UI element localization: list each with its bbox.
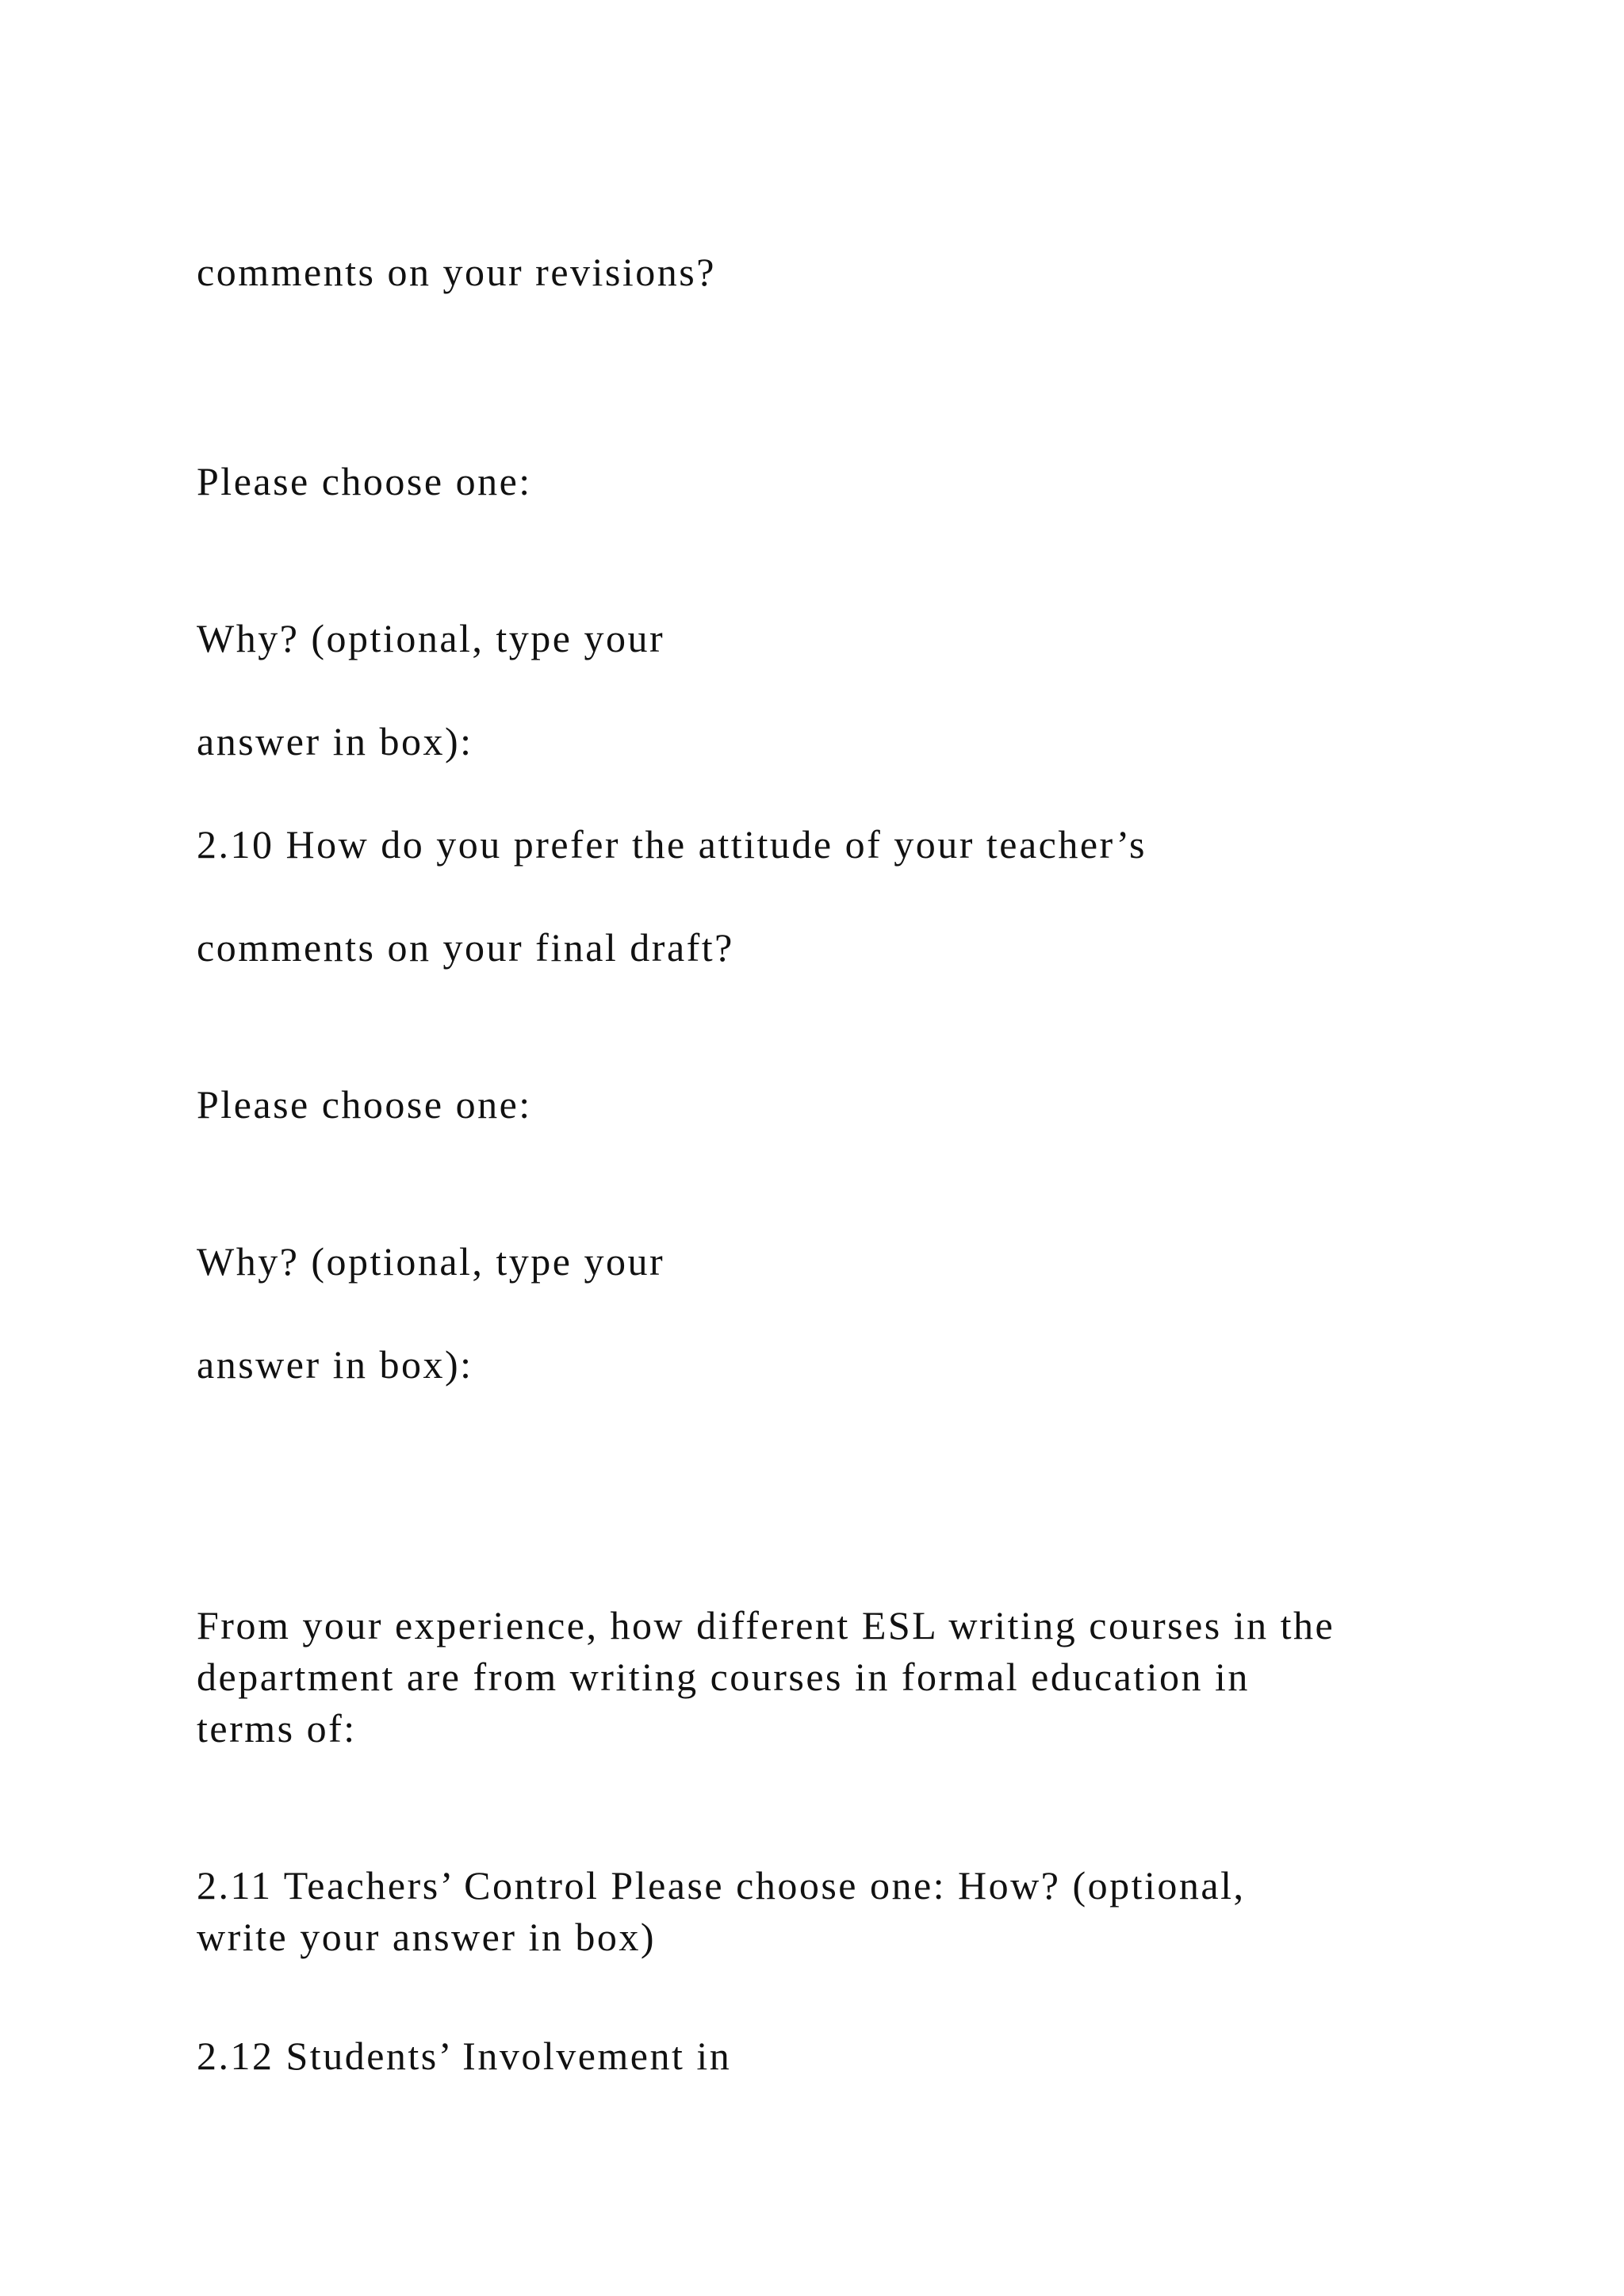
question-2-12: 2.12 Students’ Involvement in xyxy=(197,2034,732,2078)
choose-one-label: Please choose one: xyxy=(197,1082,532,1127)
question-2-11 xyxy=(197,1860,1450,1963)
intro-line: From your experience, how different ESL writing courses in the xyxy=(197,1603,1335,1647)
section-intro-paragraph xyxy=(197,1600,1450,1755)
question-2-10: 2.10 How do you prefer the attitude of your teacher’s xyxy=(197,822,1147,867)
why-optional-label-cont: answer in box): xyxy=(197,719,473,763)
question-2-11-line: 2.11 Teachers’ Control Please choose one: How? (optional, xyxy=(197,1863,1246,1908)
question-2-11-line: write your answer in box) xyxy=(197,1915,657,1959)
choose-one-label: Please choose one: xyxy=(197,459,532,503)
why-optional-label: Why? (optional, type your xyxy=(197,616,665,660)
why-optional-label-cont: answer in box): xyxy=(197,1342,473,1387)
why-optional-label: Why? (optional, type your xyxy=(197,1239,665,1284)
intro-line: department are from writing courses in formal education in xyxy=(197,1655,1250,1699)
question-continuation: comments on your revisions? xyxy=(197,250,716,294)
intro-line: terms of: xyxy=(197,1706,357,1751)
question-2-10-cont: comments on your final draft? xyxy=(197,925,734,970)
